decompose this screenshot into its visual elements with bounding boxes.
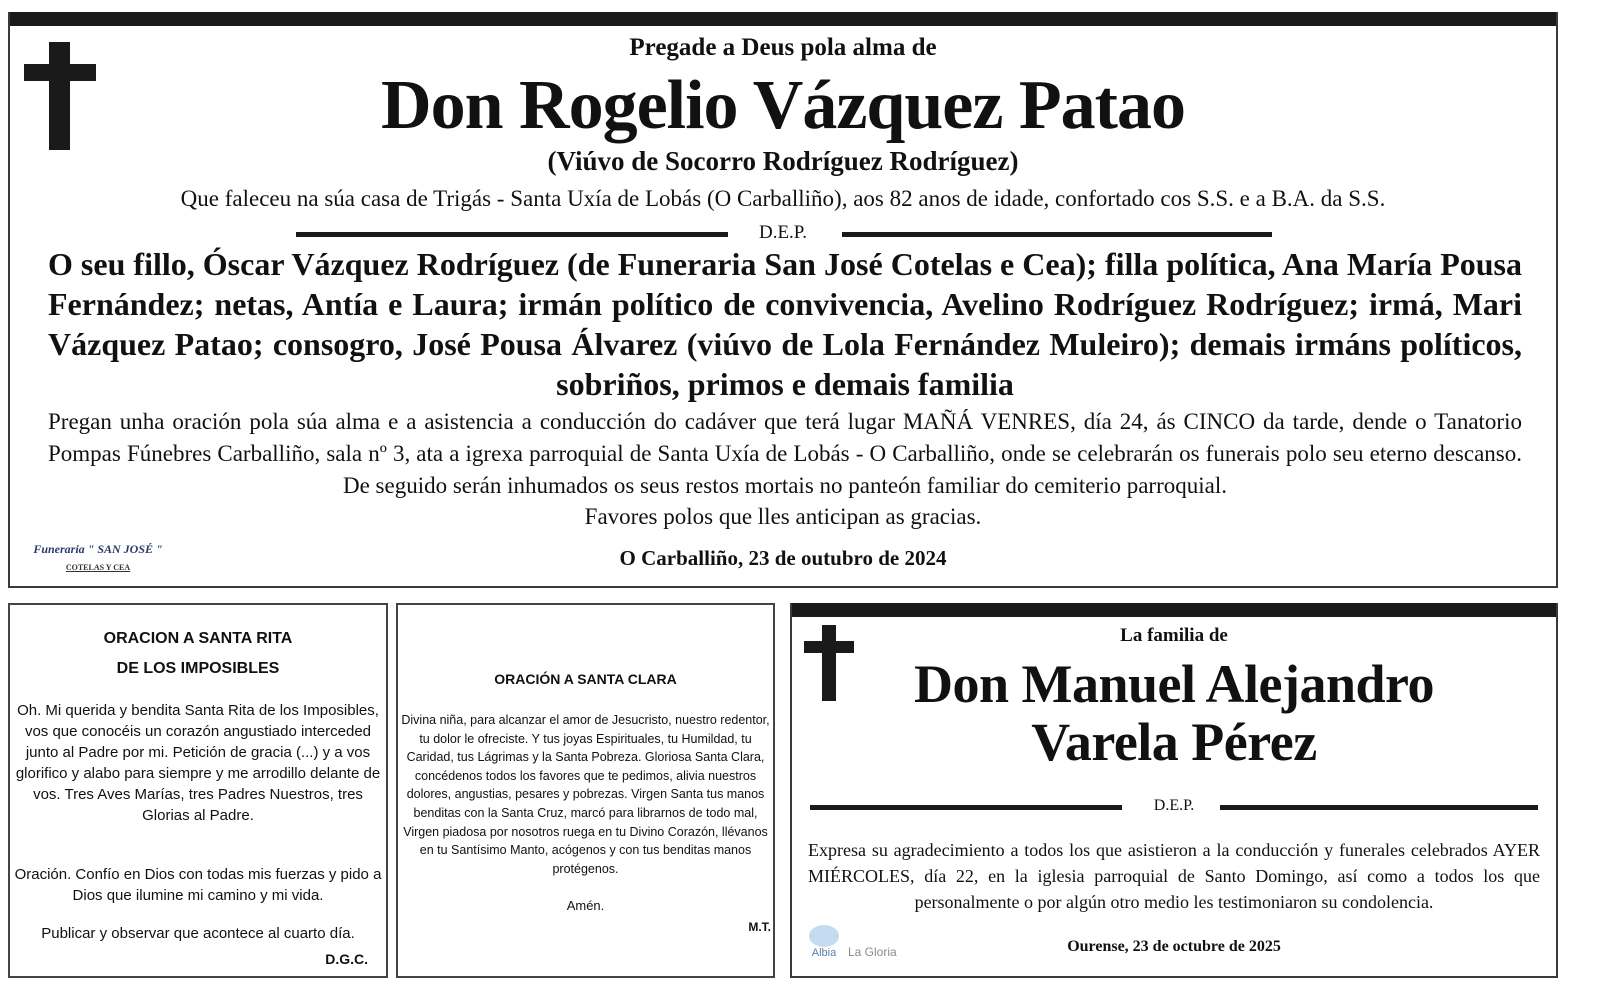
second-name-line1: Don Manuel Alejandro bbox=[913, 654, 1435, 714]
rita-paragraph-1: Oh. Mi querida y bendita Santa Rita de los Imposibles, vos que conocéis un corazón angustiado interceded junto al Padre por mi. Petición de gracia (...) y a vos glorifico y alabo para siempre y me arrodillo delante de vos. Tres Aves Marías, tres Padres Nuestros, tres Glorias al Padre. bbox=[15, 702, 381, 824]
deceased-name: Don Rogelio Vázquez Patao bbox=[381, 67, 1185, 144]
second-place-date: Ourense, 23 de octubre de 2025 bbox=[1067, 938, 1281, 955]
widower-note: (Viúvo de Socorro Rodríguez Rodríguez) bbox=[547, 146, 1019, 176]
funeral-home-logo bbox=[18, 542, 178, 572]
clara-title: ORACIÓN A SANTA CLARA bbox=[494, 671, 677, 687]
dep-label: D.E.P. bbox=[758, 222, 808, 243]
albia-logo-text: Albia bbox=[811, 947, 837, 959]
albia-logo-icon bbox=[809, 925, 839, 947]
prayer-santa-rita bbox=[8, 603, 388, 978]
main-obituary bbox=[8, 12, 1558, 588]
albia-logo bbox=[804, 925, 844, 959]
rita-paragraph-2: Oración. Confío en Dios con todas mis fuerzas y pido a Dios que ilumine mi camino y mi vida. bbox=[14, 866, 382, 904]
divider-right bbox=[842, 232, 1272, 237]
second-obituary bbox=[790, 603, 1558, 978]
logo-text: Funeraria " SAN JOSÉ " bbox=[33, 542, 163, 556]
la-gloria-logo: La Gloria bbox=[848, 945, 897, 959]
thanks-text: Favores polos que lles anticipan as gracias. bbox=[584, 504, 982, 529]
logo-subtext: COTELAS Y CEA bbox=[65, 563, 131, 572]
second-dep: D.E.P. bbox=[1153, 797, 1195, 814]
family-list: O seu fillo, Óscar Vázquez Rodríguez (de Funeraria San José Cotelas e Cea); filla política, Ana María Pousa Fernández; netas, Antía e Laura; irmán político de convivencia, Avelino Rodríguez Rodríguez; irmá, Mari Vázquez Patao; consogro, José Pousa Álvarez (viúvo de Lola Fernández Muleiro); demais irmáns políticos, sobriños, primos e demais familia bbox=[48, 246, 1522, 402]
prayer-santa-clara bbox=[396, 603, 775, 978]
clara-amen: Amén. bbox=[566, 898, 605, 913]
intro-text: Pregade a Deus pola alma de bbox=[629, 34, 937, 61]
rita-title-line1: ORACION A SANTA RITA bbox=[103, 630, 293, 647]
rita-title-line2: DE LOS IMPOSIBLES bbox=[116, 660, 280, 677]
clara-signature: M.T. bbox=[748, 920, 771, 934]
second-body: Expresa su agradecimiento a todos los que asistieron a la conducción y funerales celebrados AYER MIÉRCOLES, día 22, en la iglesia parroquial de Santo Domingo, así como a todos los que personalmente o por algún otro medio les testimoniaron su condolencia. bbox=[808, 840, 1540, 912]
death-notice: Que faleceu na súa casa de Trigás - Santa Uxía de Lobás (O Carballiño), aos 82 anos de idade, confortado cos S.S. e a B.A. da S.S. bbox=[180, 186, 1386, 211]
place-date: O Carballiño, 23 de outubro de 2024 bbox=[619, 546, 947, 570]
clara-body: Divina niña, para alcanzar el amor de Jesucristo, nuestro redentor, tu dolor le ofreciste. Y tus joyas Espirituales, tu Humildad, tu Caridad, tus Lágrimas y la Santa Pobreza. Gloriosa Santa Clara, concédenos todos los favores que te pedimos, alivia nuestros dolores, angustias, pesares y pobrezas. Virgen Santa tus manos benditas con la Santa Cruz, marcó para librarnos de todo mal, Virgen piadosa por nosotros ruega en tu Divino Corazón, llévanos en tu Santísimo Manto, acógenos y con tus benditas manos protégenos. bbox=[401, 713, 770, 876]
ceremony-request: Pregan unha oración pola súa alma e a asistencia a conducción do cadáver que terá lugar MAÑÁ VENRES, día 24, ás CINCO da tarde, dende o Tanatorio Pompas Fúnebres Carballiño, sala nº 3, ata a igrexa parroquial de Santa Uxía de Lobás - O Carballiño, onde se celebrarán os funerais polo seu eterno descanso. De seguido serán inhumados os seus restos mortais no panteón familiar do cemiterio parroquial. bbox=[48, 409, 1522, 498]
top-bar-2 bbox=[792, 603, 1556, 617]
second-divider-right bbox=[1220, 805, 1538, 810]
rita-signature: D.G.C. bbox=[325, 951, 368, 967]
top-bar bbox=[10, 12, 1556, 26]
rita-paragraph-3: Publicar y observar que acontece al cuarto día. bbox=[41, 925, 355, 942]
second-name-line2: Varela Pérez bbox=[1031, 712, 1317, 772]
second-intro: La familia de bbox=[1120, 625, 1228, 646]
